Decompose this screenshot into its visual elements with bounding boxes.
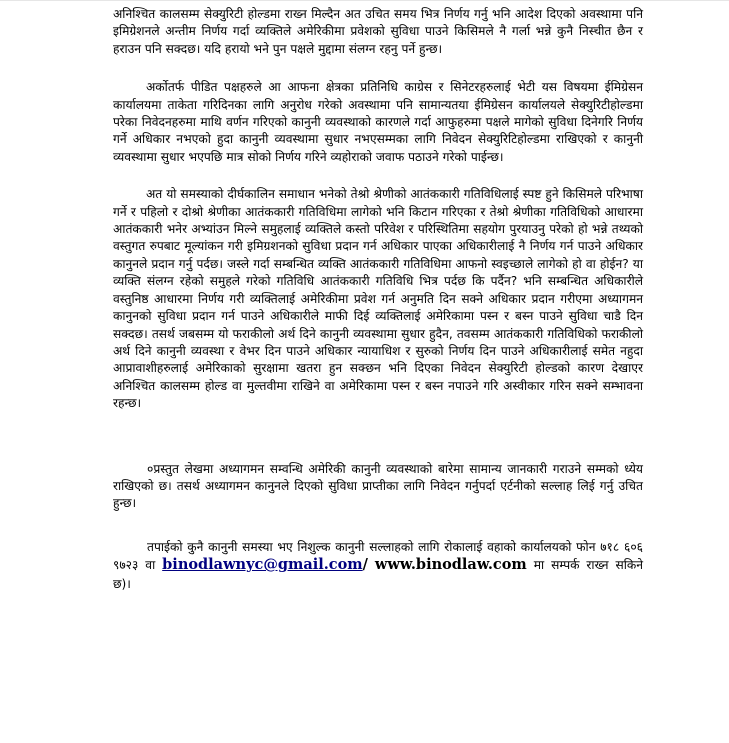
- contact-outro-text: मा सम्पर्क राख्न सकिने छ)।: [113, 558, 644, 591]
- contact-paragraph: [113, 538, 643, 594]
- email-link[interactable]: binodlawnyc@gmail.com: [162, 556, 363, 574]
- article-body: [113, 6, 643, 593]
- contact-intro-text: तपाईको कुनै कानुनी समस्या भए निशुल्क कानुनी सल्लाहको लागि रोकालाई वहाको कार्यालयको फोन ७१८ ६०६ ९७२३ वा: [113, 539, 643, 573]
- website-link[interactable]: www.binodlaw.com: [374, 556, 527, 574]
- page-top-border: [0, 0, 729, 1]
- paragraph-long-term-solution: अत यो समस्याको दीर्घकालिन समाधान भनेको तेश्रो श्रेणीको आतंककारी गतिविधिलाई स्पष्ट हुने किसिमले परिभाषा गर्ने र पहिलो र दोश्रो श्रेणीका आतंककारी गतिविधिमा लागेको भनि किटान गरिएका र तेश्रो श्रेणीका गतिविधिको आधारमा आतंककारी भनेर अभ्यांउन मिल्ने समुहलाई व्यक्तिले कस्तो परिवेश र परिस्थितिमा सहयोग पुरयाउनु परेको हो भन्ने तथ्यको वस्तुगत रुपबाट मूल्यांकन गरी इमिग्रशनको सुविधा प्रदान गर्न अधिकार पाएका अधिकारीलाई नै निर्णय गर्न पाउने अधिकार कानुनले प्रदान गर्नु पर्दछ। जस्ले गर्दा सम्बन्धित व्यक्ति आतंककारी गतिविधिमा आफनो स्वइच्छाले लागेको हो वा होईन? या व्यक्ति संलग्न रहेको समुहले गरेको गतिविधि आतंककारी गतिविधि भित्र पर्दछ कि पर्दैन? भनि सम्बन्धित अधिकारीले वस्तुनिष्ठ आधारमा निर्णय गरी व्यक्तिलाई अमेरिकीमा प्रवेश गर्न अनुमति दिन सक्ने अधिकार प्रदान गरीएमा अध्यागमन कानुनको सुविधा प्रदान गर्न पाउने अधिकारीले माफी दिई व्यक्तिलाई अमेरिकामा पस्न र बस्न पाउने सुविधा चाडै दिन सक्दछ। तसर्थ जबसम्म यो फराकीलो अर्थ दिने कानुनी व्यवस्थामा सुधार हुदैन, तवसम्म आतंककारी गतिविधिको फराकीलो अर्थ दिने कानुनी व्यवस्था र वेभर दिन पाउने अधिकार न्यायाधिश र सुरुको निर्णय दिन पाउने अधिकारीलाई समेत नहुदा आप्रावाशीहरुलाई अमेरिकाको सुरक्षामा खतरा हुन सक्छन भनि दिएका निवेदन सेक्युरिटी होल्डको कारण देखाएर अनिश्चित कालसम्म होल्ड वा मुल्तवीमा राखिने वा अमेरिकामा पस्न र बस्न नपाउने गरि अस्वीकार गरिन सक्ने सम्भावना रहन्छ।: [113, 187, 643, 411]
- paragraph-security-hold: अनिश्चित कालसम्म सेक्युरिटी होल्डमा राख्न मिल्दैन अत उचित समय भित्र निर्णय गर्नु भनि आदेश दिएको अवस्थामा पनि इमिग्रेशनले अन्तीम निर्णय गर्दा व्यक्तिले अमेरिकीमा प्रवेशको सुविधा पाउने किसिमले नै गर्ला भन्ने कुनै निस्चीत छैन र हराउन पनि सक्दछ। यदि हरायो भने पुन पक्षले मुद्दामा संलग्न रहनु पर्ने हुन्छ।: [113, 7, 643, 56]
- paragraph-congress-request: अर्कोतर्फ पीडित पक्षहरुले आ आफना क्षेत्रका प्रतिनिधि काग्रेस र सिनेटरहरुलाई भेटी यस विषयमा ईमिग्रेसन कार्यालयमा ताकेता गरिदिनका लागि अनुरोध गरेको अवस्थामा पनि सामान्यतया ईमिग्रेसन कार्यालयले सेक्युरिटीहोल्डमा परेका निवेदनहरुमा माथि वर्णन गरिएको कानुनी व्यवस्थाको कारणले गर्दा आफुहरुमा पक्षले मागेको सुविधा दिनेगरि निर्णय गर्ने अधिकार नभएको हुदा कानुनी व्यवस्थामा सुधार नभएसम्मका लागि निवेदन सेक्युरिटिहोल्डमा राखिएको र कानुनी व्यवस्थामा सुधार भएपछि मात्र सोको निर्णय गरिने व्यहोराको जवाफ पठाउने गरेको पाईन्छ।: [113, 80, 643, 164]
- paragraph-disclaimer: ०प्रस्तुत लेखमा अध्यागमन सम्वन्धि अमेरिकी कानुनी व्यवस्थाको बारेमा सामान्य जानकारी गराउने सम्मको ध्येय राखिएको छ। तसर्थ अध्यागमन कानुनले दिएको सुविधा प्राप्तीका लागि निवेदन गर्नुपर्दा एर्टनीको सल्लाह लिई गर्नु उचित हुन्छ।: [113, 461, 643, 511]
- email-slash: /: [362, 556, 368, 574]
